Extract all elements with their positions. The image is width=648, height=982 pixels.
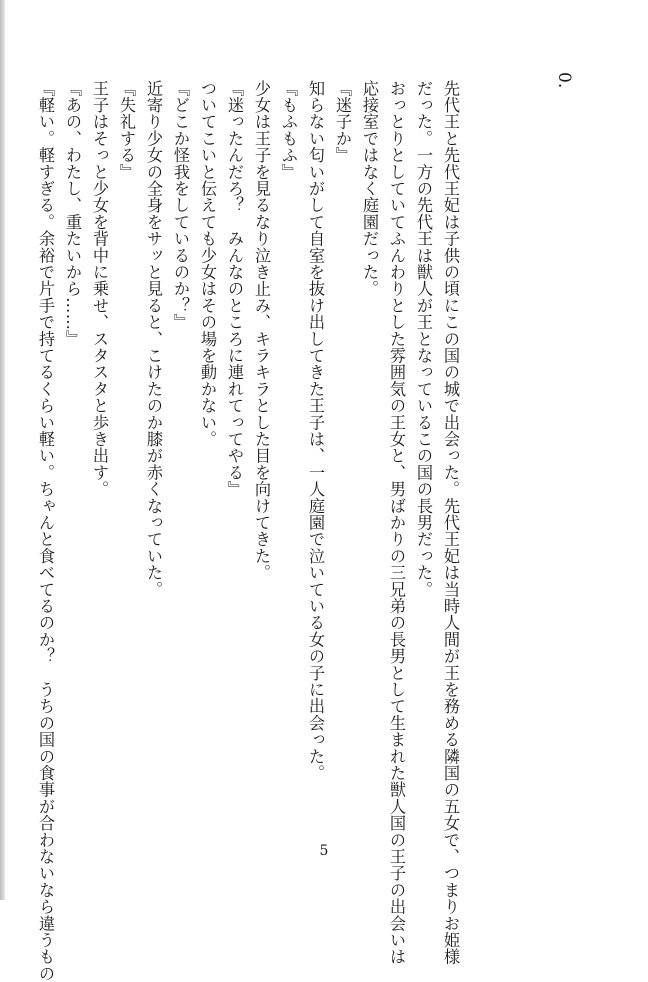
- text-line: 『あの、わたし、重たいから……』: [63, 80, 82, 348]
- text-line: だった。一方の先代王は獣人が王となっているこの国の長男だった。: [414, 80, 433, 598]
- text-line: おっとりとしていてふんわりとした雰囲気の王女と、男ばかりの三兄弟の長男として生まれた獣人国の王子の出会いは: [387, 80, 406, 966]
- text-line: 『迷子か』: [333, 80, 352, 164]
- vertical-body-text: [32, 80, 464, 982]
- text-line: 応接室ではなく庭園だった。: [360, 80, 379, 298]
- text-line: 『もふもふ』: [279, 80, 298, 181]
- chapter-number: 0.: [554, 72, 574, 89]
- text-line: 『どこか怪我をしているのか？』: [171, 80, 190, 331]
- text-line: 『失礼する』: [117, 80, 136, 181]
- text-line: 近寄り少女の全身をサッと見ると、こけたのか膝が赤くなっていた。: [144, 80, 163, 598]
- text-line: 少女は王子を見るなり泣き止み、キラキラとした目を向けてきた。: [252, 80, 271, 581]
- text-line: ついてこいと伝えても少女はその場を動かない。: [198, 80, 217, 448]
- text-line: 知らない匂いがして自室を抜け出してきた王子は、一人庭園で泣いている女の子に出会った。: [306, 80, 325, 782]
- text-line: 先代王と先代王妃は子供の頃にこの国の城で出会った。先代王妃は当時人間が王を務める隣国の五女で、つまりお姫様: [441, 80, 460, 966]
- page-binding-edge: [0, 0, 5, 900]
- text-line: 王子はそっと少女を背中に乗せ、スタスタと歩き出す。: [90, 80, 109, 498]
- text-line: 『軽い。軽すぎる。余裕で片手で持てるくらい軽い。ちゃんと食べてるのか？ うちの国の食事が合わないなら違うもの: [36, 80, 55, 982]
- page-number: 5: [319, 843, 329, 859]
- text-line: 『迷ったんだろ？ みんなのところに連れてってやる』: [225, 80, 244, 498]
